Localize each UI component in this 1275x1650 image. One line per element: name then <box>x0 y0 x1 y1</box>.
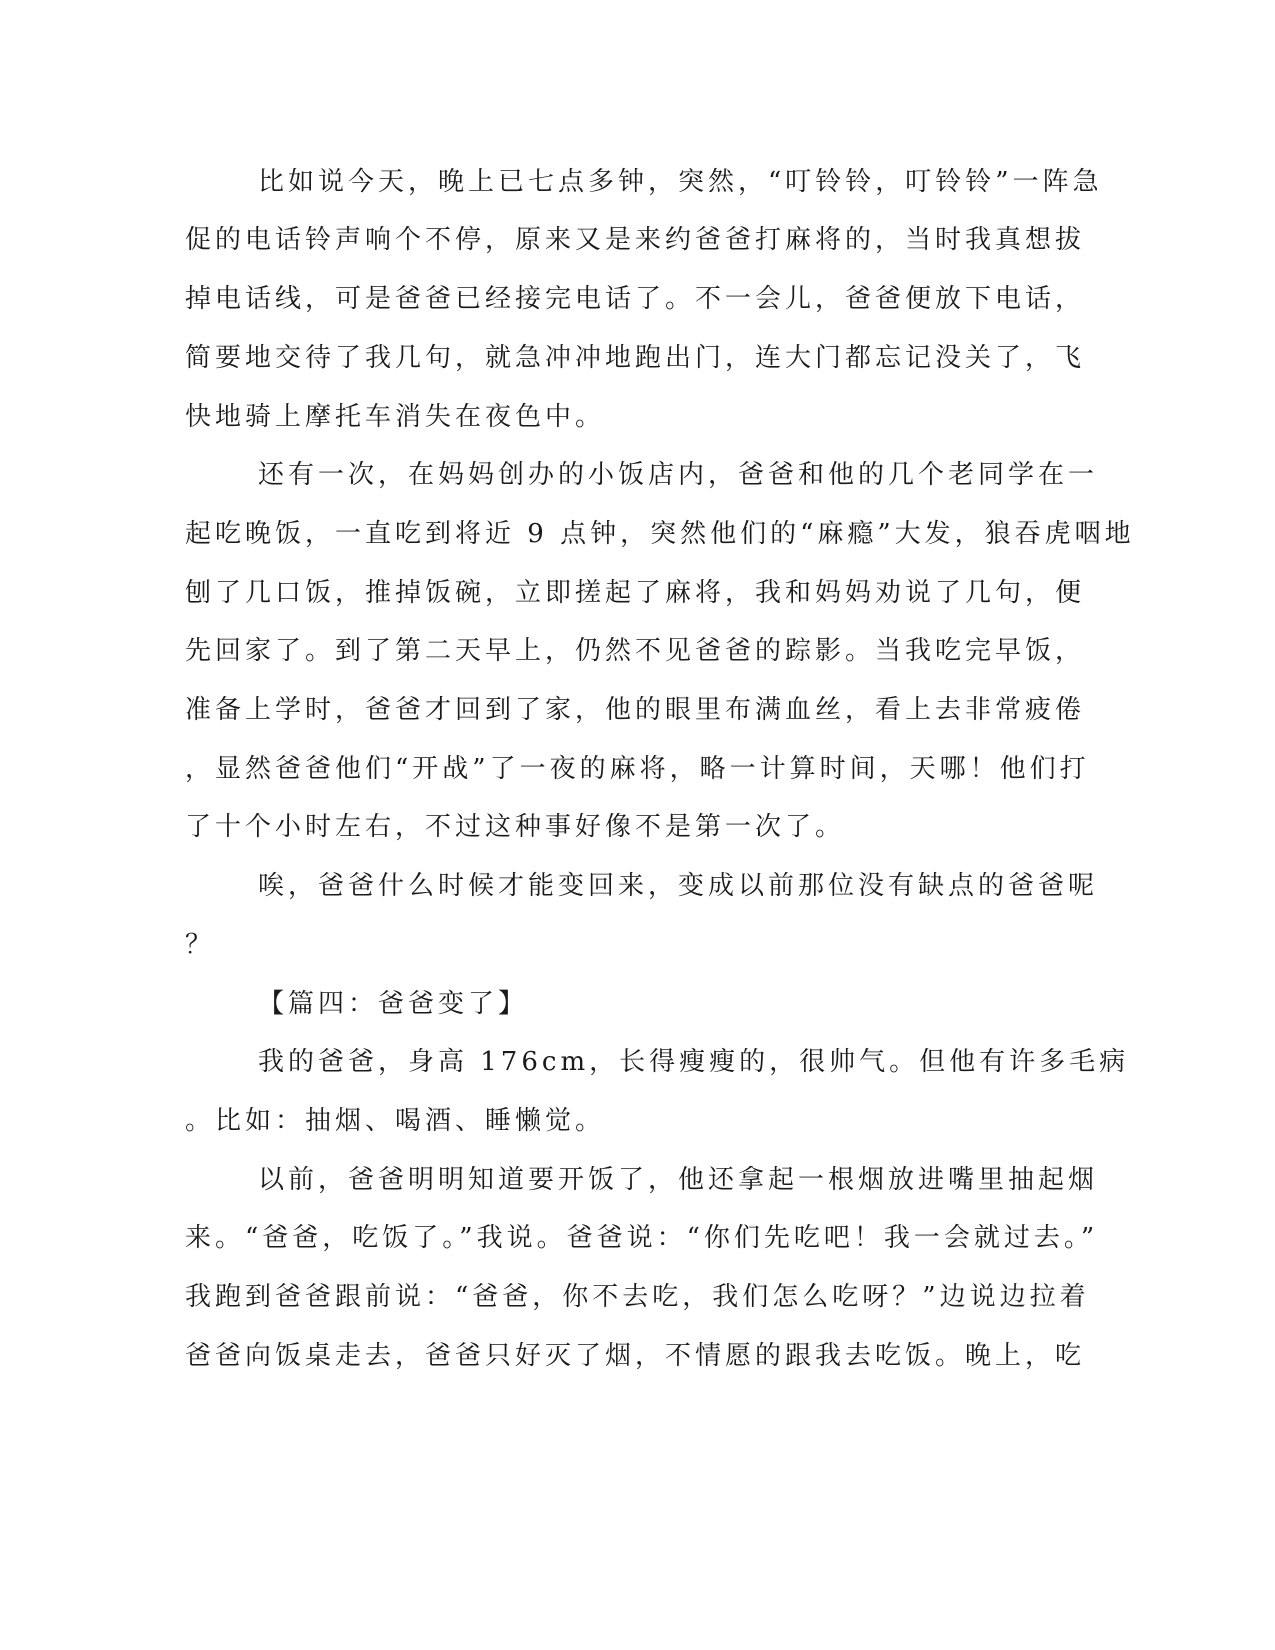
text-line: 了十个小时左右，不过这种事好像不是第一次了。 <box>185 812 846 842</box>
text-line: 简要地交待了我几句，就急冲冲地跑出门，连大门都忘记没关了，飞 <box>185 343 1086 373</box>
text-line: 来。“爸爸，吃饭了。”我说。爸爸说：“你们先吃吧！我一会就过去。” <box>185 1223 1099 1253</box>
text-line: 我的爸爸，身高 176cm，长得瘦瘦的，很帅气。但他有许多毛病 <box>258 1047 1130 1077</box>
text-line: ？ <box>185 930 216 960</box>
text-line: 。比如：抽烟、喝酒、睡懒觉。 <box>185 1106 606 1136</box>
text-line: 唉，爸爸什么时候才能变回来，变成以前那位没有缺点的爸爸呢 <box>258 871 1099 901</box>
text-line: 爸爸向饭桌走去，爸爸只好灭了烟，不情愿的跟我去吃饭。晚上，吃 <box>185 1341 1086 1371</box>
text-line: 促的电话铃声响个不停，原来又是来约爸爸打麻将的，当时我真想拔 <box>185 225 1086 255</box>
text-line: 掉电话线，可是爸爸已经接完电话了。不一会儿，爸爸便放下电话， <box>185 284 1086 314</box>
text-line: ，显然爸爸他们“开战”了一夜的麻将，略一计算时间，天哪！他们打 <box>185 754 1090 784</box>
text-line: 还有一次，在妈妈创办的小饭店内，爸爸和他的几个老同学在一 <box>258 460 1099 490</box>
text-line: 以前，爸爸明明知道要开饭了，他还拿起一根烟放进嘴里抽起烟 <box>258 1165 1099 1195</box>
text-line: 准备上学时，爸爸才回到了家，他的眼里布满血丝，看上去非常疲倦 <box>185 695 1086 725</box>
text-line: 比如说今天，晚上已七点多钟，突然，“叮铃铃，叮铃铃”一阵急 <box>258 167 1103 197</box>
text-line: 起吃晚饭，一直吃到将近 9 点钟，突然他们的“麻瘾”大发，狼吞虎咽地 <box>185 519 1135 549</box>
text-line: 我跑到爸爸跟前说：“爸爸，你不去吃，我们怎么吃呀？”边说边拉着 <box>185 1282 1090 1312</box>
text-line: 快地骑上摩托车消失在夜色中。 <box>185 402 606 432</box>
text-line: 先回家了。到了第二天早上，仍然不见爸爸的踪影。当我吃完早饭， <box>185 636 1086 666</box>
section-heading: 【篇四：爸爸变了】 <box>258 989 529 1019</box>
text-line: 刨了几口饭，推掉饭碗，立即搓起了麻将，我和妈妈劝说了几句，便 <box>185 578 1086 608</box>
